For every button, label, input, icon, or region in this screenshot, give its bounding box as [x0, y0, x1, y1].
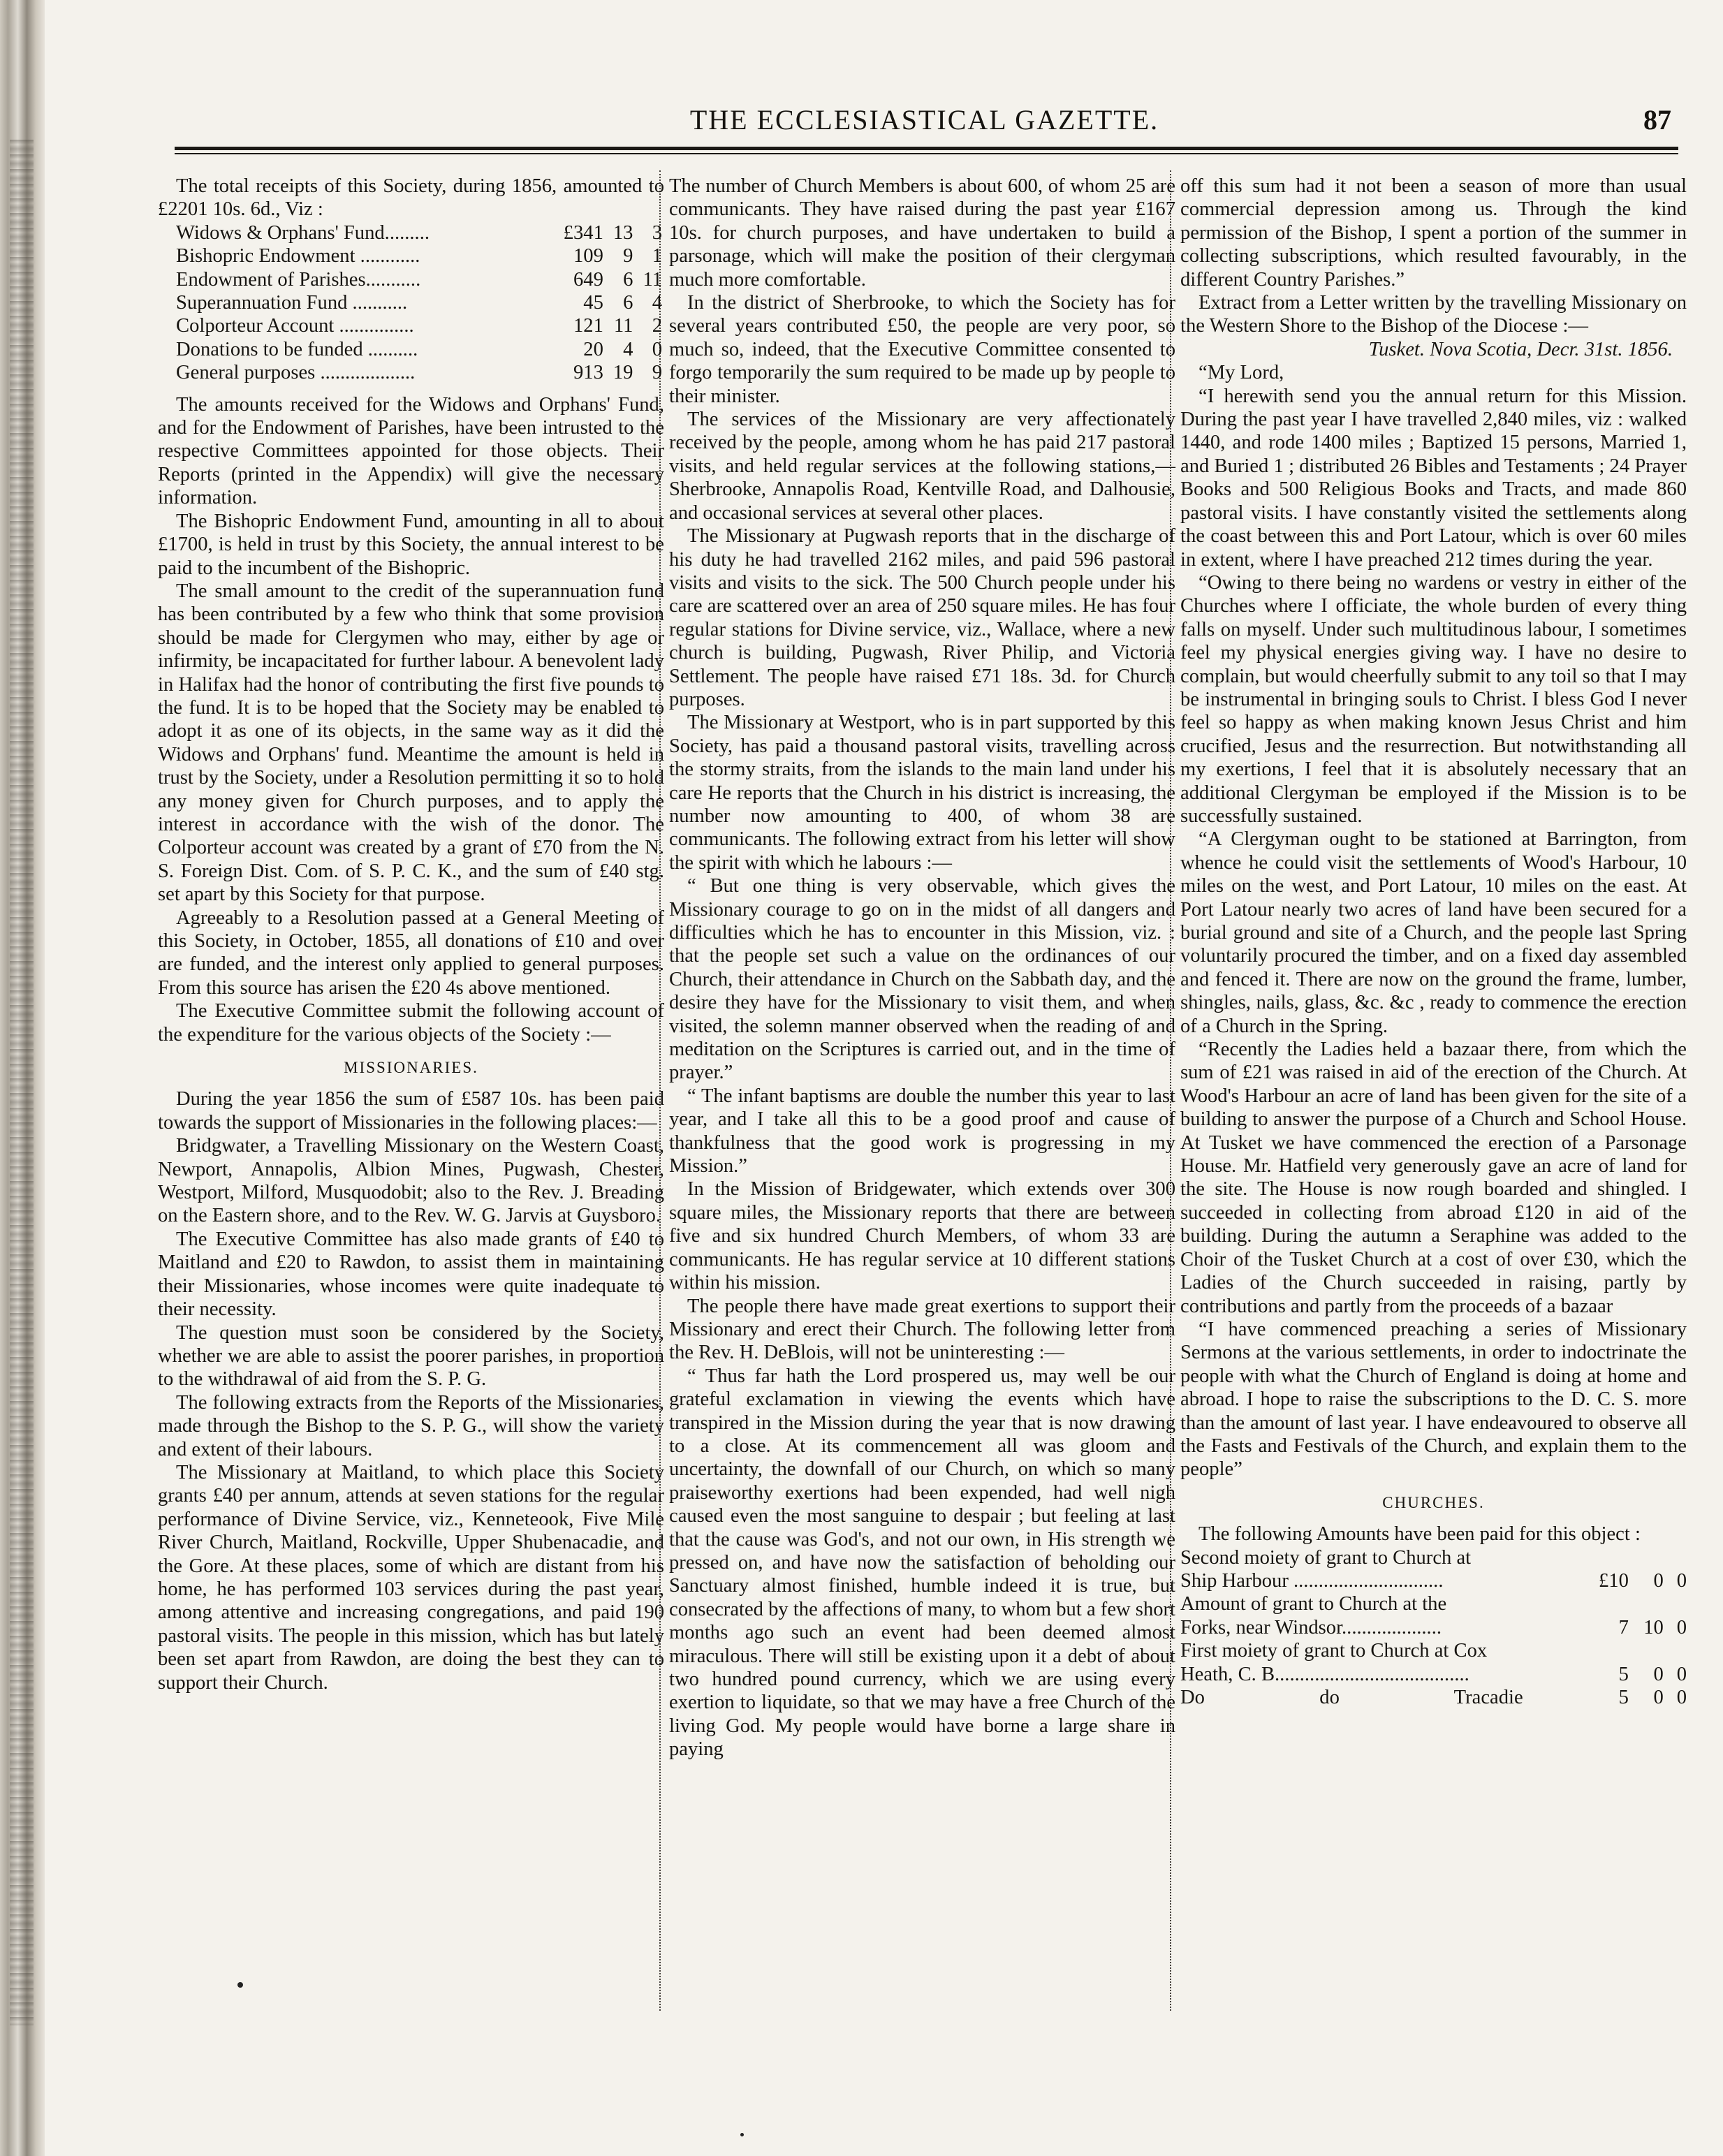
paragraph: Extract from a Letter written by the travelling Missionary on the Western Shore to the Bishop of the Diocese :— [1180, 292, 1687, 337]
quote-paragraph: “Owing to there being no wardens or vestry in either of the Churches where I officiate, the whole burden of every thing falls on myself. Under such multitudinous labour, I sometimes feel my physical energies giving way. I have no desire to complain, but would cheerfully submit to any toil so that I may be instrumental in bringing souls to Christ. I bless God I never feel so happy as when making known Jesus Christ and him crucified, Jesus and the resurrection. But notwithstanding all my exertions, I feel that it is absolutely necessary that an additional Clergyman be employed if the Mission is to be successfully sustained. [1180, 571, 1687, 827]
receipt-pounds: £341 [563, 221, 603, 244]
church-grant-label: Amount of grant to Church at the [1180, 1593, 1447, 1615]
page-header [168, 103, 1681, 145]
ink-speck [740, 2133, 744, 2136]
paragraph: The amounts received for the Widows and Orphans' Fund, and for the Endowment of Parishes, have been intrusted to the respective Committees appointed for those objects. Their Reports (printed in the Appendix) will give the necessary information. [158, 393, 664, 509]
church-grant-label: Ship Harbour .............................. [1180, 1569, 1444, 1592]
column-middle [669, 175, 1175, 1761]
grant-pence: 0 [1676, 1687, 1687, 1708]
paragraph: The following Amounts have been paid for this object : [1198, 1523, 1641, 1546]
table-row [176, 361, 662, 384]
paragraph: The services of the Missionary are very affectionately received by the people, among whom he has paid 217 pastoral visits, and held regular services at the following stations,—Sherbrooke, Annapolis Road, Kentville Road, and Dalhousie, and occasional services at several other places. [669, 409, 1175, 524]
table-row [1180, 1569, 1687, 1592]
paragraph: Bridgwater, a Travelling Missionary on the Western Coast, Newport, Annapolis, Albion Mines, Pugwash, Chester, Westport, Milford, Musquodobit; also to the Rev. J. Breading on the Eastern shore, and to the Rev. W. G. Jarvis at Guysboro. [158, 1135, 664, 1227]
paragraph: The following extracts from the Reports of the Missionaries, made through the Bishop to the S. P. G., will show the variety and extent of their labours. [158, 1391, 664, 1460]
receipt-label: Bishopric Endowment ............ [176, 245, 420, 267]
paragraph: The Executive Committee has also made grants of £40 to Maitland and £20 to Rawdon, to assist them in maintaining their Missionaries, whose incomes were quite inadequate to their necessity. [158, 1228, 664, 1321]
table-row [1180, 1616, 1687, 1639]
letter-salutation: “My Lord, [1198, 362, 1284, 384]
paragraph: The Missionary at Pugwash reports that in the discharge of his duty he had travelled 2162 miles, and paid 596 pastoral visits and visits to the sick. The 500 Church people under his care are scattered over an area of 250 square miles. He has four regular stations for Divine service, viz., Wallace, where a new church is building, Pugwash, River Philip, and Victoria Settlement. The people have raised £71 18s. 3d. for Church purposes. [669, 525, 1175, 710]
receipt-label: Endowment of Parishes........... [176, 268, 421, 291]
quote-paragraph: “Recently the Ladies held a bazaar there, from which the sum of £21 was raised in aid of the erection of the Church. At Wood's Harbour an acre of land has been given for the site of a building to answer the purpose of a Church and School House. At Tusket we have commenced the erection of a Parsonage House. Mr. Hatfield very generously gave an acre of land for the site. The House is now rough boarded and shingled. I succeeded in collecting from abroad £120 in aid of the building. During the autumn a Seraphine was added to the Choir of the Tusket Church at a cost of over £30, which the Ladies of the Church succeeded in raising, partly by contributions and partly from the proceeds of a bazaar [1180, 1039, 1687, 1317]
quote-paragraph: “I herewith send you the annual return for this Mission. During the past year I have travelled 2,840 miles, viz : walked 1440, and rode 1400 miles ; Baptized 15 persons, Married 1, and Buried 1 ; distributed 26 Bibles and Testaments ; 24 Prayer Books and 500 Religious Books and Tracts, and made 860 pastoral visits. I have constantly visited the settlements along the coast between this and Port Latour, which is over 60 miles in extent, where I have preached 212 times during the year. [1180, 385, 1687, 571]
churches-table [1180, 1546, 1687, 1710]
paragraph: During the year 1856 the sum of £587 10s. has been paid towards the support of Missionaries in the following places:— [158, 1088, 664, 1134]
receipt-pounds: 45 [583, 292, 603, 314]
paragraph: In the district of Sherbrooke, to which the Society has for several years contributed £50, the people are very poor, so much so, indeed, that the Executive Committee consented to forgo temporarily the sum required to be made up by people to their minister. [669, 292, 1175, 407]
receipt-pence: 1 [652, 245, 662, 267]
page-number: 87 [1643, 104, 1671, 135]
receipt-shillings: 9 [623, 245, 633, 267]
quote-paragraph: “ Thus far hath the Lord prospered us, may well be our grateful exclamation in viewing the events which have transpired in the Mission during the year that is now drawing to a close. At its commencement all was gloom and uncertainty, the downfall of our Church, on which so many praiseworthy exertions had been expended, had well nigh caused even the most sanguine to despair ; but feeling at last that the cause was God's, and not our own, in His strength we pressed on, and have now the satisfaction of beholding our Sanctuary almost finished, humble indeed it is true, but consecrated by the affections of many, to whom but a few short months ago such an event had been deemed almost miraculous. There will still be existing upon it a debt of about two hundred pound currency, which we are using every exertion to liquidate, so that we may have a free Church of the living God. My people would have borne a large share in paying [669, 1365, 1175, 1761]
table-row [176, 244, 662, 267]
receipts-table [176, 221, 662, 385]
receipt-pounds: 649 [573, 268, 603, 291]
section-heading-churches: CHURCHES. [1382, 1493, 1485, 1511]
header-rule [175, 147, 1678, 150]
receipt-pence: 4 [652, 292, 662, 314]
paragraph: The total receipts of this Society, during 1856, amounted to £2201 10s. 6d., Viz : [158, 175, 664, 221]
paragraph: In the Mission of Bridgewater, which extends over 300 square miles, the Missionary reports that there are between five and six hundred Church Members, of whom 33 are communicants. He has regular service at 10 different stations within his mission. [669, 1178, 1175, 1294]
receipt-shillings: 19 [613, 362, 633, 384]
paragraph: The small amount to the credit of the superannuation fund has been contributed by a few who think that some provision should be made for Clergymen who may, either by age or infirmity, be incapacitated for further labour. A benevolent lady in Halifax had the honor of contributing the first five pounds to the fund. It is to be hoped that the Society may be enabled to adopt it as one of its objects, in the same way as it did the Widows and Orphans' fund. Meantime the amount is held in trust by the Society, under a Resolution permitting it so to hold any money given for Church purposes, and to apply the interest in accordance with the wish of the donor. The Colporteur account was created by a grant of £70 from the N. S. Foreign Dist. Com. of S. P. C. K., and the sum of £40 stg. set apart by this Society for that purpose. [158, 580, 664, 906]
grant-pence: 0 [1676, 1616, 1687, 1638]
table-row [176, 314, 662, 337]
receipt-shillings: 13 [613, 221, 633, 244]
letter-dateline: Tusket. Nova Scotia, Decr. 31st. 1856. [1368, 338, 1673, 360]
ink-speck [237, 1982, 243, 1988]
receipt-pence: 0 [652, 338, 662, 360]
receipt-label: Widows & Orphans' Fund......... [176, 221, 430, 244]
receipt-label: Colporteur Account ............... [176, 315, 414, 337]
receipt-label: Superannuation Fund ........... [176, 292, 408, 314]
table-row [1180, 1686, 1687, 1709]
quote-paragraph: “ But one thing is very observable, which gives the Missionary courage to go on in the midst of all dangers and difficulties which he has to encounter in this Mission, viz. : that the people set such a value on the ordinances of our Church, their attendance in Church on the Sabbath day, and the desire they have for the Missionary to visit them, and when visited, the solemn manner observed when the reading of and meditation on the Scriptures is carried out, and in the time of prayer.” [669, 875, 1175, 1084]
receipt-shillings: 4 [623, 338, 633, 360]
column-left [158, 175, 664, 1694]
receipt-pounds: 20 [583, 338, 603, 360]
receipt-shillings: 6 [623, 268, 633, 291]
receipt-pounds: 913 [573, 362, 603, 384]
table-row [176, 221, 662, 244]
quote-paragraph: “A Clergyman ought to be stationed at Barrington, from whence he could visit the settlements of Wood's Harbour, 10 miles on the west, and Port Latour, 10 miles on the east. At Port Latour nearly two acres of land have been secured for a burial ground and site of a Church, and the people last Spring voluntarily procured the timber, and on a fixed day assembled and fenced it. There are now on the ground the frame, lumber, shingles, nails, glass, &c. &c , ready to commence the erection of a Church in the Spring. [1180, 828, 1687, 1037]
receipt-label: General purposes ................... [176, 362, 416, 384]
receipt-pence: 3 [652, 221, 662, 244]
receipt-shillings: 11 [613, 315, 633, 337]
receipt-shillings: 6 [623, 292, 633, 314]
church-grant-label: Forks, near Windsor.................... [1180, 1616, 1442, 1638]
paragraph: The Missionary at Maitland, to which place this Society grants £40 per annum, attends at seven stations for the regular performance of Divine Service, viz., Kenneteook, Five Mile River Church, Maitland, Rockville, Upper Shubenacadie, and the Gore. At these places, some of which are distant from his home, he has performed 103 services during the past year, among attentive and increasing congregations, and paid 190 pastoral visits. The people in this mission, which has but lately been set apart from Rawdon, are doing the best they can to support their Church. [158, 1461, 664, 1694]
receipt-pounds: 109 [573, 245, 603, 267]
grant-pounds: 7 [1618, 1616, 1629, 1638]
paragraph: The people there have made great exertions to support their Missionary and erect their Church. The following letter from the Rev. H. DeBlois, will not be uninteresting :— [669, 1295, 1175, 1364]
church-grant-label: Second moiety of grant to Church at [1180, 1546, 1472, 1569]
paragraph: The Executive Committee submit the following account of the expenditure for the various objects of the Society :— [158, 1000, 664, 1046]
paragraph: The Bishopric Endowment Fund, amounting in all to about £1700, is held in trust by this Society, the annual interest to be paid to the incumbent of the Bishopric. [158, 510, 664, 579]
grant-pence: 0 [1676, 1663, 1687, 1685]
paragraph: The question must soon be considered by the Society, whether we are able to assist the poorer parishes, in proportion to the withdrawal of aid from the S. P. G. [158, 1321, 664, 1391]
church-grant-label: First moiety of grant to Church at Cox [1180, 1640, 1488, 1662]
grant-pounds: 5 [1618, 1687, 1629, 1708]
quote-paragraph: “ The infant baptisms are double the number this year to last year, and I take all this to be a good proof and cause of thankfulness that the good work is progressing in my Mission.” [669, 1085, 1175, 1178]
table-row [176, 268, 662, 291]
ditto-mark: Do [1180, 1687, 1205, 1708]
receipt-pence: 9 [652, 362, 662, 384]
header-rule-thin [175, 153, 1678, 154]
table-row [1180, 1592, 1687, 1615]
grant-pence: 0 [1676, 1569, 1687, 1592]
grant-shillings: 0 [1653, 1569, 1664, 1592]
paragraph: off this sum had it not been a season of more than usual commercial depression among us. Through the kind permission of the Bishop, I spent a portion of the summer in collecting subscriptions, which resulted favourably, in the different Country Parishes.” [1180, 175, 1687, 291]
section-heading-missionaries: MISSIONARIES. [344, 1059, 478, 1077]
book-binding-edge [0, 0, 45, 2156]
receipt-label: Donations to be funded .......... [176, 338, 418, 360]
table-row [1180, 1639, 1687, 1662]
table-row [176, 338, 662, 361]
grant-pounds: £10 [1598, 1569, 1629, 1592]
gazette-title: THE ECCLESIASTICAL GAZETTE. [689, 104, 1159, 135]
church-place: Tracadie [1453, 1687, 1523, 1708]
table-row [1180, 1663, 1687, 1686]
receipt-pence: 11 [643, 268, 662, 291]
receipt-pounds: 121 [573, 315, 603, 337]
grant-shillings: 10 [1643, 1616, 1664, 1638]
church-grant-label: Heath, C. B....................................... [1180, 1663, 1469, 1685]
column-right [1180, 175, 1687, 1709]
church-grant-label [1180, 1686, 1582, 1709]
paragraph: The number of Church Members is about 600, of whom 25 are communicants. They have raised during the past year £167 10s. for church purposes, and have undertaken to build a parsonage, which will make the position of their clergyman much more comfortable. [669, 175, 1175, 291]
grant-shillings: 0 [1653, 1687, 1664, 1708]
paragraph: The Missionary at Westport, who is in part supported by this Society, has paid a thousand pastoral visits, travelling across the stormy straits, from the islands to the main land under his care He reports that the Church in his district is increasing, the number now amounting to 400, of whom 38 are communicants. The following extract from his letter will show the spirit with which he labours :— [669, 712, 1175, 874]
receipt-pence: 2 [652, 315, 662, 337]
table-row [176, 291, 662, 314]
ditto-mark: do [1319, 1687, 1340, 1708]
quote-paragraph: “I have commenced preaching a series of Missionary Sermons at the various settlements, in order to indoctrinate the people with what the Church of England is doing at home and abroad. I hope to raise the subscriptions to the D. C. S. more than the amount of last year. I have endeavoured to observe all the Fasts and Festivals of the Church, and explain them to the people” [1180, 1318, 1687, 1481]
table-row [1180, 1546, 1687, 1569]
paragraph: Agreeably to a Resolution passed at a General Meeting of this Society, in October, 1855, all donations of £10 and over are funded, and the interest only applied to general purposes. From this source has arisen the £20 4s above mentioned. [158, 907, 664, 999]
grant-pounds: 5 [1618, 1663, 1629, 1685]
grant-shillings: 0 [1653, 1663, 1664, 1685]
